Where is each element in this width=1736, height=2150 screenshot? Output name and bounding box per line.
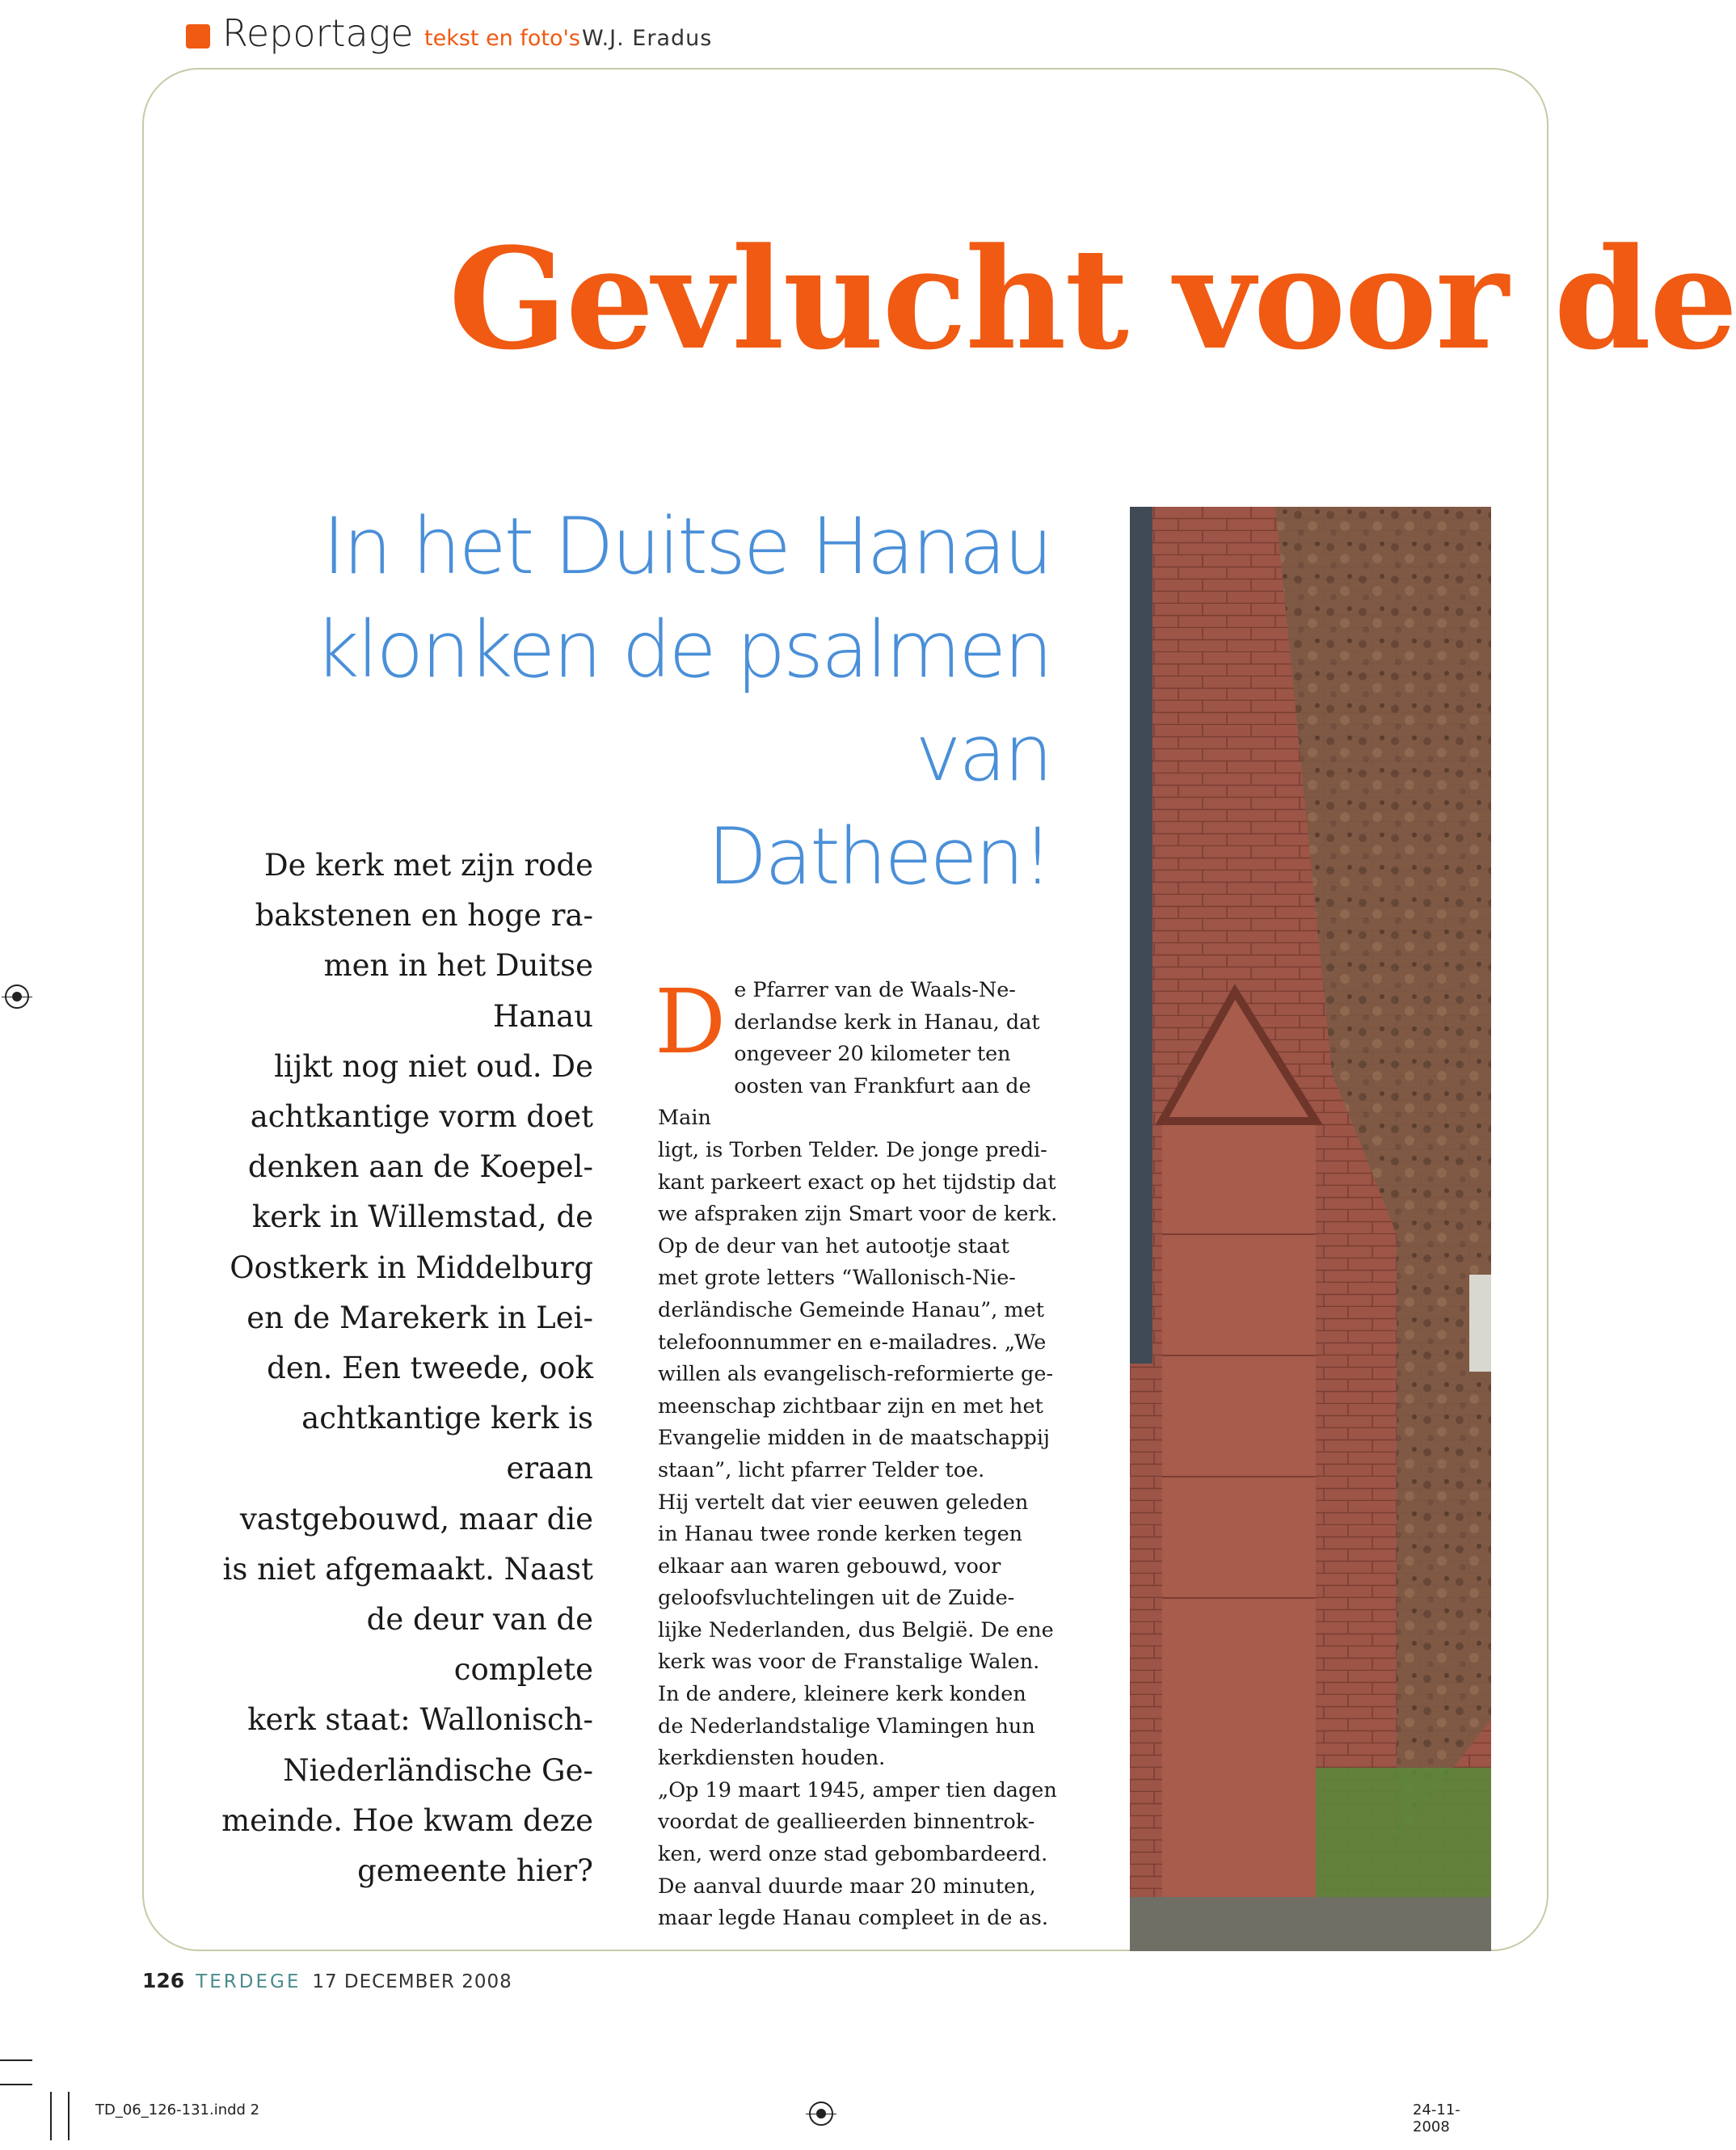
church-photo-illustration	[1130, 507, 1491, 1951]
body-line: kant parkeert exact op het tijdstip dat	[658, 1170, 1056, 1195]
body-line: De aanval duurde maar 20 minuten,	[658, 1874, 1036, 1899]
file-slug: TD_06_126-131.indd 2	[95, 2102, 260, 2118]
article-title: Gevlucht voor de	[449, 217, 1736, 381]
body-line: „Op 19 maart 1945, amper tien dagen	[658, 1777, 1057, 1802]
church-photo	[1130, 507, 1491, 1951]
body-line: oosten van Frankfurt aan de Main	[658, 1073, 1031, 1131]
intro-line: den. Een tweede, ook	[267, 1351, 593, 1386]
body-line: derländische Gemeinde Hanau”, met	[658, 1297, 1044, 1322]
intro-line: vastgebouwd, maar die	[239, 1501, 593, 1537]
body-line: ligt, is Torben Telder. De jonge predi-	[658, 1137, 1047, 1162]
section-label: Reportage	[222, 11, 414, 55]
body-text-column	[655, 970, 1062, 1935]
intro-line: Oostkerk in Middelburg	[230, 1250, 593, 1285]
body-line: de Nederlandstalige Vlamingen hun	[658, 1714, 1035, 1739]
body-line: derlandse kerk in Hanau, dat	[734, 1010, 1040, 1035]
body-line: we afspraken zijn Smart voor de kerk.	[658, 1202, 1058, 1227]
body-line: maar legde Hanau compleet in de as.	[658, 1906, 1048, 1931]
drop-cap: D	[655, 970, 727, 1073]
subtitle-line: klonken de psalmen van	[314, 605, 1051, 799]
credit-label: tekst en foto's	[424, 26, 580, 51]
crop-mark	[0, 2084, 32, 2085]
crop-mark	[50, 2092, 52, 2140]
page-number: 126	[142, 1969, 185, 1992]
crop-mark	[68, 2092, 70, 2140]
body-line: in Hanau twee ronde kerken tegen	[658, 1522, 1023, 1547]
magazine-name: TERDEGE	[196, 1971, 301, 1992]
body-line: lijke Nederlanden, dus België. De ene	[658, 1617, 1054, 1642]
body-line: Evangelie midden in de maatschappij	[658, 1426, 1050, 1451]
intro-line: men in het Duitse Hanau	[323, 948, 593, 1034]
registration-mark-icon	[5, 984, 29, 1009]
body-line: meenschap zichtbaar zijn en met het	[658, 1393, 1043, 1419]
crop-mark	[0, 2059, 32, 2061]
body-line: geloofsvluchtelingen uit de Zuide-	[658, 1586, 1015, 1611]
body-line: willen als evangelisch-reformierte ge-	[658, 1362, 1054, 1387]
section-marker-icon	[186, 24, 210, 48]
intro-line: meinde. Hoe kwam deze	[221, 1802, 593, 1838]
intro-paragraph	[218, 841, 593, 1896]
intro-line: kerk staat: Wallonisch-	[247, 1702, 593, 1738]
body-line: telefoonnummer en e-mailadres. „We	[658, 1330, 1047, 1355]
intro-line: Niederländische Ge-	[283, 1752, 593, 1788]
body-line: ken, werd onze stad gebombardeerd.	[658, 1842, 1048, 1867]
subtitle-line: In het Duitse Hanau	[322, 501, 1051, 592]
intro-line: kerk in Willemstad, de	[251, 1199, 593, 1235]
intro-line: de deur van de complete	[366, 1602, 593, 1688]
intro-line: achtkantige vorm doet	[250, 1099, 593, 1135]
slug-date: 24-11-2008	[1413, 2102, 1460, 2135]
body-line: In de andere, kleinere kerk konden	[658, 1682, 1026, 1707]
body-line: Op de deur van het autootje staat	[658, 1233, 1009, 1258]
body-line: Hij vertelt dat vier eeuwen geleden	[658, 1490, 1029, 1515]
intro-line: denken aan de Koepel-	[247, 1149, 593, 1185]
registration-mark-icon	[809, 2102, 833, 2126]
body-line: kerk was voor de Franstalige Walen.	[658, 1650, 1040, 1675]
intro-line: achtkantige kerk is eraan	[301, 1401, 593, 1486]
body-line: e Pfarrer van de Waals-Ne-	[734, 978, 1016, 1002]
body-line: elkaar aan waren gebouwd, voor	[658, 1553, 1001, 1579]
intro-line: en de Marekerk in Lei-	[246, 1300, 593, 1335]
intro-line: De kerk met zijn rode	[263, 848, 593, 883]
intro-line: is niet afgemaakt. Naast	[222, 1551, 593, 1587]
body-line: met grote letters “Wallonisch-Nie-	[658, 1266, 1016, 1291]
body-line: ongeveer 20 kilometer ten	[734, 1042, 1011, 1067]
author-name: W.J. Eradus	[582, 26, 713, 51]
body-line: staan”, licht pfarrer Telder toe.	[658, 1457, 985, 1482]
page-footer	[142, 1969, 512, 1992]
issue-date: 17 DECEMBER 2008	[312, 1971, 512, 1992]
intro-line: lijkt nog niet oud. De	[274, 1048, 593, 1084]
intro-line: gemeente hier?	[357, 1853, 593, 1889]
body-line: kerkdiensten houden.	[658, 1746, 886, 1771]
body-line: voordat de geallieerden binnentrok-	[658, 1810, 1035, 1835]
intro-line: bakstenen en hoge ra-	[255, 898, 593, 934]
subtitle-line: Datheen!	[707, 812, 1051, 902]
